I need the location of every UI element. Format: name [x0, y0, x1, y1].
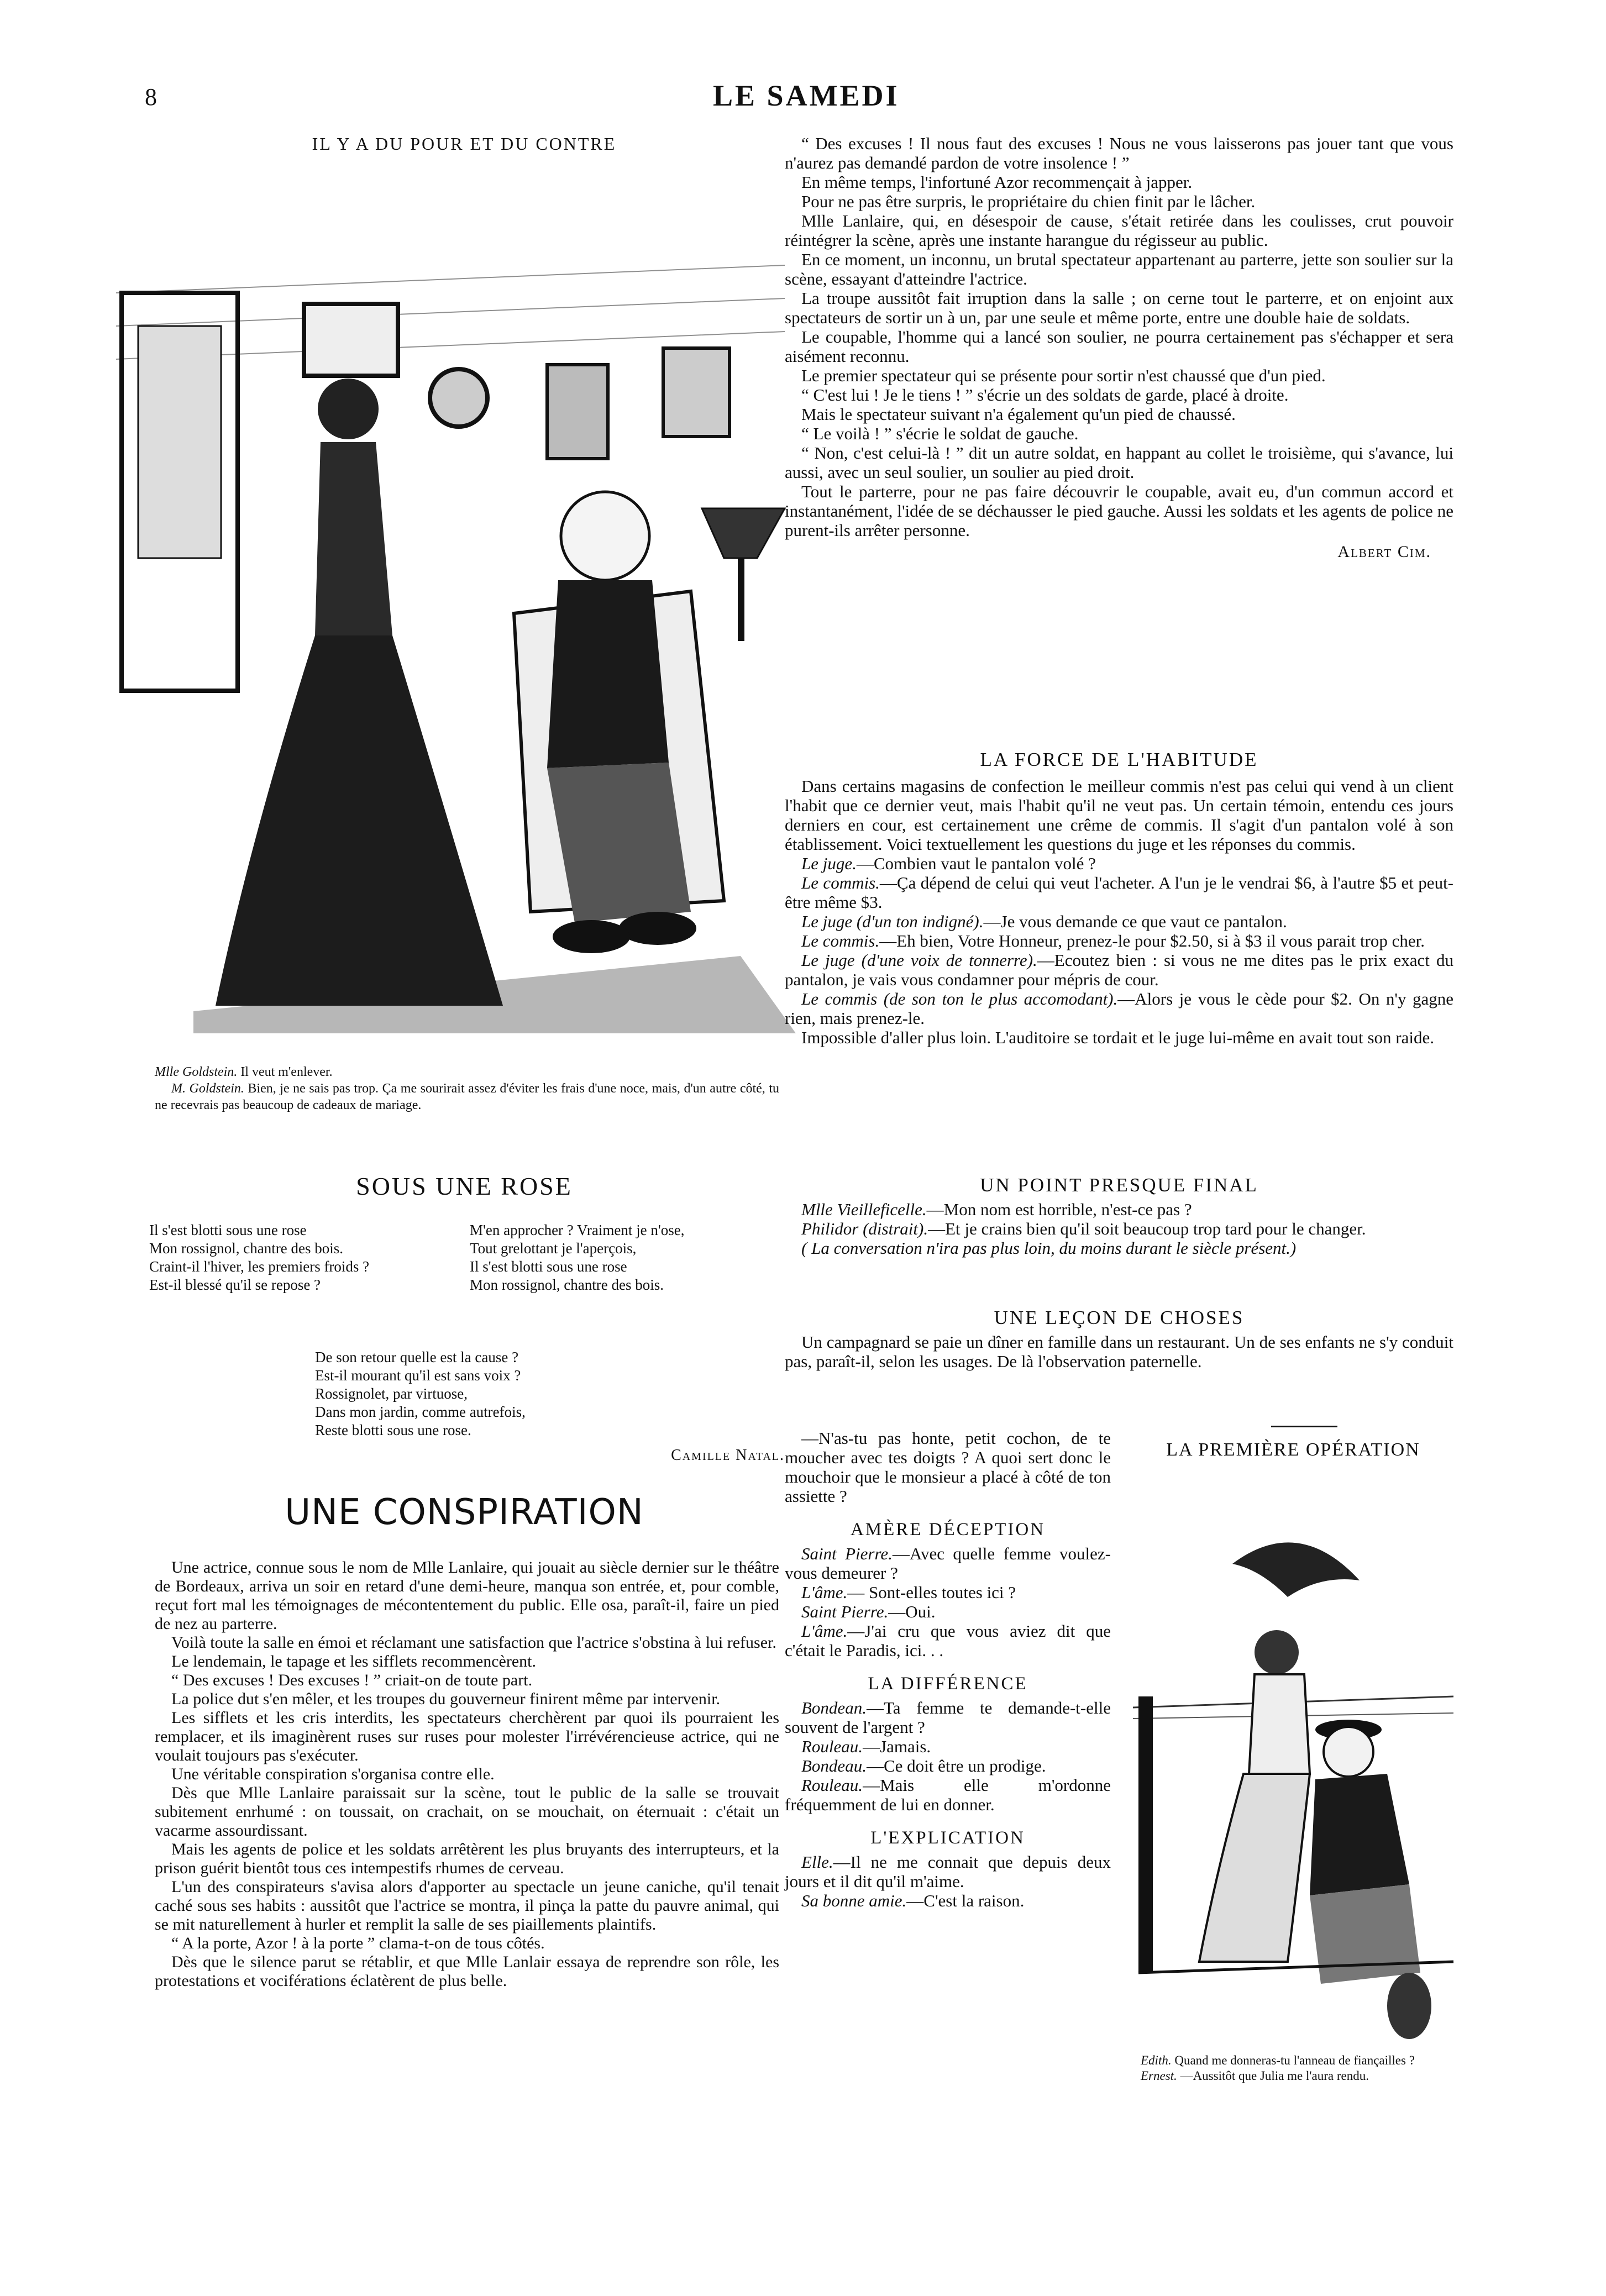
caption-text: Bien, je ne sais pas trop. Ça me sourirait assez d'éviter les frais d'une noce, mais, d'un autre côté, tu ne recevrais pas beaucoup de cadeaux de mariage.: [155, 1081, 779, 1112]
paragraph: “ A la porte, Azor ! à la porte ” clama-t-on de tous côtés.: [171, 1934, 545, 1952]
final-title: UN POINT PRESQUE FINAL: [980, 1174, 1258, 1196]
paragraph: Le premier spectateur qui se présente pour sortir n'est chaussé que d'un pied.: [801, 366, 1326, 385]
speaker: L'âme.: [801, 1621, 848, 1641]
final-section: [785, 1174, 1453, 1258]
illustration-2-title: LA PREMIÈRE OPÉRATION: [1166, 1439, 1420, 1460]
poem-line: Tout grelottant je l'aperçois,: [470, 1240, 637, 1257]
line-text: —Avec quelle femme voulez-vous demeurer ?: [785, 1544, 1111, 1583]
paragraph: Dès que Mlle Lanlaire paraissait sur la scène, tout le public de la salle se trouvait subitement enrhumé : on toussait, on crachait, on se mouchait, on éternuait : c'était un vacarme assourdissant.: [155, 1784, 779, 1840]
paragraph: La troupe aussitôt fait irruption dans la salle ; on cerne tout le parterre, et on enjoint aux spectateurs de sortir un à un, par une seule et même porte, entre une double haie de soldats.: [785, 288, 1453, 327]
caption-text: Il veut m'enlever.: [240, 1065, 333, 1079]
speaker: Bondeau.: [801, 1756, 867, 1775]
speaker: Rouleau.: [801, 1737, 863, 1756]
caption-text: —Aussitôt que Julia me l'aura rendu.: [1180, 2069, 1369, 2083]
paragraph: Tout le parterre, pour ne pas faire découvrir le coupable, avait eu, d'un commun accord et instantanément, l'idée de se déchausser le pied gauche. Aussi les soldats et les agents de police ne purent-ils arrêter personne.: [785, 482, 1453, 540]
line-text: —Combien vaut le pantalon volé ?: [856, 854, 1096, 873]
caption-speaker: Edith.: [1141, 2053, 1172, 2067]
poem-stanza-2: [470, 1221, 684, 1294]
paragraph: “ Des excuses ! Des excuses ! ” criait-on de toute part.: [171, 1671, 533, 1689]
line-text: —Et je crains bien qu'il soit beaucoup trop tard pour le changer.: [928, 1219, 1366, 1238]
speaker: Bondean.: [801, 1698, 867, 1717]
lecon-quote: —N'as-tu pas honte, petit cochon, de te moucher avec tes doigts ? A quoi sert donc le mouchoir que le monsieur a placé à côté de ton assiette ?: [785, 1428, 1111, 1506]
illustration-2-rule: [1271, 1426, 1337, 1427]
poem-line: Il s'est blotti sous une rose: [149, 1222, 307, 1238]
poem-line: Est-il mourant qu'il est sans voix ?: [315, 1367, 521, 1384]
speaker: Le commis.: [801, 931, 880, 950]
line-text: —Alors je vous le cède pour $2. On n'y gagne rien, mais prenez-le.: [785, 989, 1453, 1028]
illustration-2-caption: [1127, 2053, 1459, 2084]
paragraph: Voilà toute la salle en émoi et réclamant une satisfaction que l'actrice s'obstina à lui refuser.: [171, 1633, 776, 1652]
illustration-1-caption: [155, 1064, 779, 1113]
poem-title: SOUS UNE ROSE: [356, 1172, 573, 1200]
habitude-title: LA FORCE DE L'HABITUDE: [980, 749, 1258, 770]
paragraph: Les sifflets et les cris interdits, les spectateurs cherchèrent par quoi ils pourraient les remplacer, et ils imaginèrent ruses sur ruses pour molester l'irrévérencieuse actrice, qui ne voulait toujours pas s'exécuter.: [155, 1709, 779, 1764]
habitude-outro: Impossible d'aller plus loin. L'auditoire se tordait et le juge lui-même en avait tout son raide.: [801, 1028, 1434, 1047]
beach-illustration: [1122, 1486, 1465, 2050]
line-text: —Je vous demande ce que vaut ce pantalon.: [983, 912, 1287, 931]
poem-line: Mon rossignol, chantre des bois.: [149, 1240, 343, 1257]
speaker: Rouleau.: [801, 1775, 863, 1795]
paragraph: Une actrice, connue sous le nom de Mlle Lanlaire, qui jouait au siècle dernier sur le théâtre de Bordeaux, arriva un soir en retard d'une demi-heure, manqua son entrée, et, pour comble, reçut fort mal les témoignages de mécontentement du public. Elle osa, paraît-il, faire un pied de nez au parterre.: [155, 1558, 779, 1633]
speaker: L'âme.: [801, 1583, 848, 1602]
poem-stanza-3: [315, 1348, 526, 1439]
line-text: —Ta femme te demande-t-elle souvent de l'argent ?: [785, 1698, 1111, 1737]
speaker: Le juge (d'un ton indigné).: [801, 912, 984, 931]
paragraph: Mlle Lanlaire, qui, en désespoir de cause, s'était retirée dans les coulisses, crut pouvoir réintégrer la scène, après une instante harangue du régisseur au public.: [785, 211, 1453, 250]
illustration-1-title: IL Y A DU POUR ET DU CONTRE: [312, 134, 617, 154]
line-text: —J'ai cru que vous aviez dit que c'était le Paradis, ici. . .: [785, 1621, 1111, 1660]
lecon-intro: Un campagnard se paie un dîner en famille dans un restaurant. Un de ses enfants ne s'y conduit pas, paraît-il, selon les usages. De là l'observation paternelle.: [785, 1332, 1453, 1371]
paragraph: “ Non, c'est celui-là ! ” dit un autre soldat, en happant au collet le troisième, qui s'avance, lui aussi, avec un seul soulier, un soulier au pied droit.: [785, 443, 1453, 482]
caption-text: Quand me donneras-tu l'anneau de fiançailles ?: [1174, 2053, 1415, 2067]
line-text: —Mon nom est horrible, n'est-ce pas ?: [926, 1200, 1192, 1219]
line-text: —Mais elle m'ordonne fréquemment de lui en donner.: [785, 1775, 1111, 1814]
explication-title: L'EXPLICATION: [870, 1828, 1025, 1848]
line-text: — Sont-elles toutes ici ?: [847, 1583, 1016, 1602]
habitude-intro: Dans certains magasins de confection le meilleur commis n'est pas celui qui vend à un client l'habit que ce dernier veut, mais l'habit qu'il ne veut pas. Un certain témoin, entendu ces jours derniers en cour, est certainement une crême de commis. Il s'agit d'un pantalon volé à son établissement. Voici textuellement les questions du juge et les réponses du commis.: [785, 776, 1453, 854]
conspiration-continued: [785, 134, 1453, 561]
paragraph: En ce moment, un inconnu, un brutal spectateur appartenant au parterre, jette son soulier sur la scène, essayant d'atteindre l'actrice.: [785, 250, 1453, 288]
amere-title: AMÈRE DÉCEPTION: [850, 1520, 1046, 1540]
poem-line: De son retour quelle est la cause ?: [315, 1349, 519, 1365]
speaker: Saint Pierre.: [801, 1544, 893, 1563]
poem-stanza-1: [149, 1221, 369, 1294]
paragraph: “ Le voilà ! ” s'écrie le soldat de gauche.: [801, 424, 1079, 443]
lecon-title: UNE LEÇON DE CHOSES: [994, 1307, 1245, 1328]
poem-line: M'en approcher ? Vraiment je n'ose,: [470, 1222, 685, 1238]
conspiration-signature: Albert Cim.: [1337, 543, 1431, 561]
poem-signature: Camille Natal.: [671, 1447, 785, 1464]
poem-line: Rossignolet, par virtuose,: [315, 1385, 468, 1402]
paragraph: La police dut s'en mêler, et les troupes du gouverneur finirent même par intervenir.: [171, 1690, 721, 1708]
line-text: —Ce doit être un prodige.: [866, 1756, 1046, 1775]
speaker: Le juge (d'une voix de tonnerre).: [801, 950, 1037, 970]
speaker: Philidor (distrait).: [801, 1219, 928, 1238]
line-text: —Il ne me connait que depuis deux jours et il dit qu'il m'aime.: [785, 1852, 1111, 1891]
paragraph: Une véritable conspiration s'organisa contre elle.: [171, 1765, 495, 1783]
paragraph: En même temps, l'infortuné Azor recommençait à japper.: [801, 172, 1193, 192]
difference-title: LA DIFFÉRENCE: [868, 1674, 1028, 1694]
habitude-section: [785, 749, 1453, 1047]
paragraph: Mais les agents de police et les soldats arrêtèrent les plus bruyants des interrupteurs, et la prison guérit bientôt tous ces intempestifs rhumes de cerveau.: [155, 1840, 779, 1877]
poem-line: Mon rossignol, chantre des bois.: [470, 1276, 664, 1293]
speaker: Le juge.: [801, 854, 857, 873]
conspiration-body: [155, 1558, 779, 1990]
line-text: —Ecoutez bien : si vous ne me dites pas le prix exact du pantalon, je vais vous condamner pour mépris de cour.: [785, 950, 1453, 989]
speaker: Elle.: [801, 1852, 833, 1872]
poem-line: Craint-il l'hiver, les premiers froids ?: [149, 1258, 370, 1275]
paragraph: “ C'est lui ! Je le tiens ! ” s'écrie un des soldats de garde, placé à droite.: [801, 385, 1289, 404]
line-text: —Oui.: [888, 1602, 936, 1621]
poem-line: Dans mon jardin, comme autrefois,: [315, 1404, 526, 1420]
paragraph: “ Des excuses ! Il nous faut des excuses ! Nous ne vous laisserons pas jouer tant que vous n'aurez pas demandé pardon de votre insolence ! ”: [785, 134, 1453, 172]
line-text: —Ça dépend de celui qui veut l'acheter. A l'un je le vendrai $6, à l'autre $5 et peut-être même $3.: [785, 873, 1454, 912]
caption-speaker: Mlle Goldstein.: [155, 1065, 238, 1079]
paragraph: Le coupable, l'homme qui a lancé son soulier, ne pourra certainement pas s'échapper et sera aisément reconnu.: [785, 327, 1453, 366]
paragraph: Dès que le silence parut se rétablir, et que Mlle Lanlair essaya de reprendre son rôle, les protestations et vociférations éclatèrent de plus belle.: [155, 1953, 779, 1990]
poem-line: Est-il blessé qu'il se repose ?: [149, 1276, 321, 1293]
line-text: —Jamais.: [863, 1737, 931, 1756]
final-note: ( La conversation n'ira pas plus loin, du moins durant le siècle présent.): [801, 1238, 1297, 1258]
line-text: —C'est la raison.: [906, 1891, 1025, 1910]
caption-speaker: Ernest.: [1141, 2069, 1177, 2083]
poem-line: Reste blotti sous une rose.: [315, 1422, 471, 1438]
masthead-title: LE SAMEDI: [713, 79, 900, 112]
caption-speaker: M. Goldstein.: [171, 1081, 244, 1096]
parlor-illustration: [105, 182, 796, 1039]
paragraph: Pour ne pas être surpris, le propriétaire du chien finit par le lâcher.: [801, 192, 1256, 211]
paragraph: L'un des conspirateurs s'avisa alors d'apporter au spectacle un jeune caniche, qu'il tenait caché sous ses habits : aussitôt que l'actrice se montra, il pinça la patte du pauvre animal, qui se mit naturellement à hurler et remplit la salle de ses piaillements plaintifs.: [155, 1878, 779, 1934]
speaker: Mlle Vieilleficelle.: [801, 1200, 927, 1219]
narrow-column: [785, 1428, 1111, 1910]
page-number: 8: [145, 83, 157, 111]
speaker: Saint Pierre.: [801, 1602, 889, 1621]
lecon-section: [785, 1307, 1453, 1371]
line-text: —Eh bien, Votre Honneur, prenez-le pour $2.50, si à $3 il vous parait trop cher.: [879, 931, 1425, 950]
poem-line: Il s'est blotti sous une rose: [470, 1258, 627, 1275]
speaker: Sa bonne amie.: [801, 1891, 907, 1910]
conspiration-title: UNE CONSPIRATION: [285, 1492, 644, 1533]
speaker: Le commis (de son ton le plus accomodant).: [801, 989, 1118, 1008]
paragraph: Le lendemain, le tapage et les sifflets recommencèrent.: [171, 1652, 536, 1670]
speaker: Le commis.: [801, 873, 880, 892]
paragraph: Mais le spectateur suivant n'a également qu'un pied de chaussé.: [801, 404, 1236, 424]
